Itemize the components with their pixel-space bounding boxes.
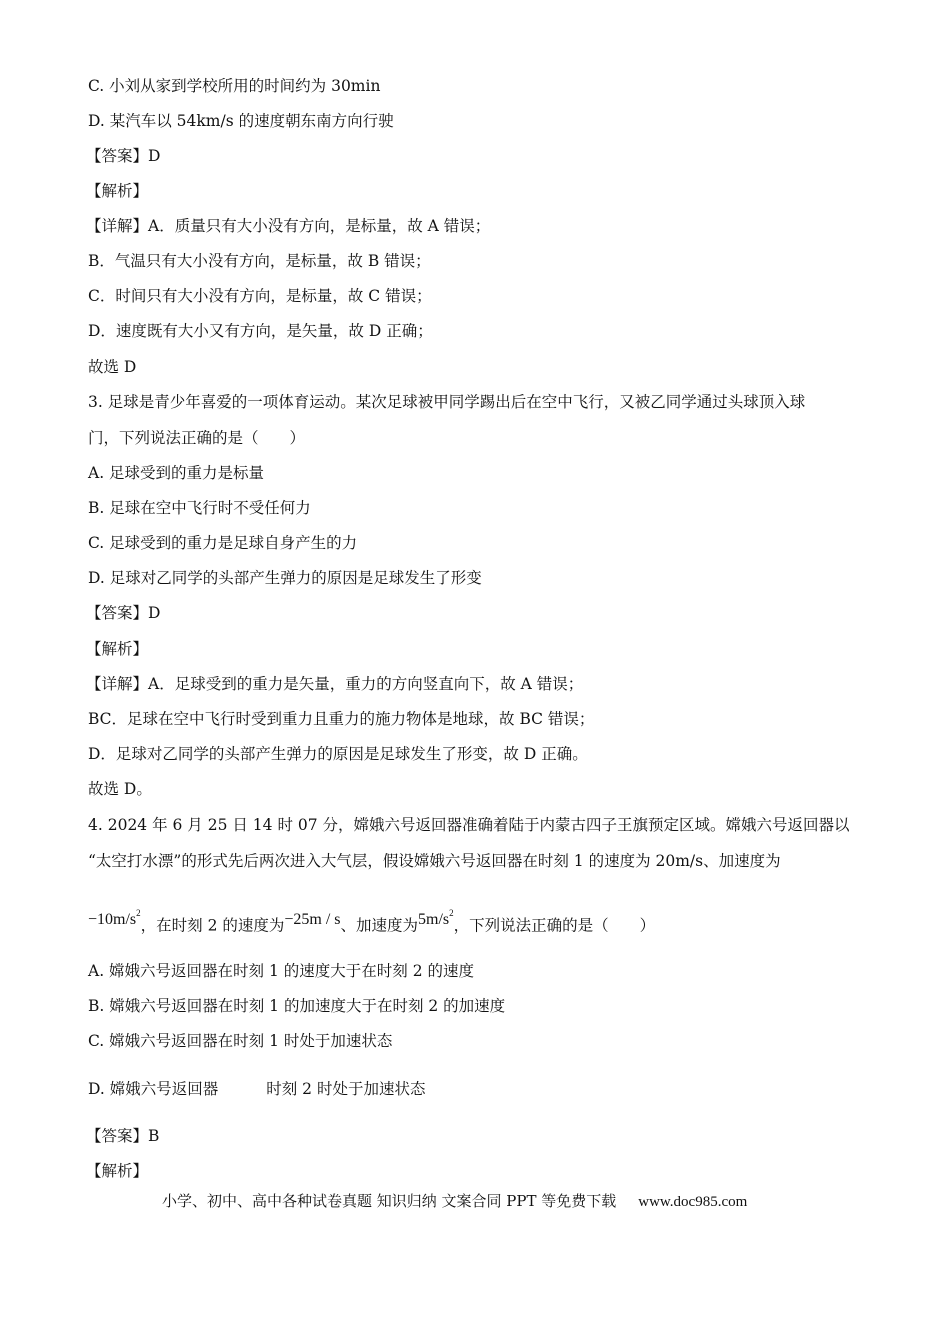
q4-option-b: B. 嫦娥六号返回器在时刻 1 的加速度大于在时刻 2 的加速度	[88, 997, 506, 1015]
q4-answer	[86, 1125, 159, 1147]
q3-detail-a	[86, 673, 583, 695]
answer-tag: 【答案】	[86, 147, 149, 165]
math-acceleration-1: $-10m/s^2$	[88, 908, 141, 929]
q4-option-a: A. 嫦娥六号返回器在时刻 1 的速度大于在时刻 2 的速度	[88, 962, 474, 980]
detail-tag: 【详解】	[86, 217, 149, 235]
q4-stem-line1: 4. 2024 年 6 月 25 日 14 时 07 分，嫦娥六号返回器准确着陆于内蒙古四子王旗预定区域。嫦娥六号返回器以	[88, 816, 850, 834]
q4-option-d	[88, 1078, 425, 1100]
q3-option-c: C. 足球受到的重力是足球自身产生的力	[88, 534, 358, 552]
q4-stem-line2: “太空打水漂”的形式先后两次进入大气层，假设嫦娥六号返回器在时刻 1 的速度为 20m/s、加速度为	[88, 852, 781, 870]
footer-url[interactable]: www.doc985.com	[638, 1194, 748, 1210]
math-acceleration-2: $5m/s^2$	[418, 908, 454, 929]
answer-tag: 【答案】	[86, 604, 149, 622]
q3-detail-bc: BC．足球在空中飞行时受到重力且重力的施力物体是地球，故 BC 错误；	[88, 710, 595, 728]
stem-text: ，在时刻 2 的速度为	[140, 916, 285, 935]
q2-analysis-tag: 【解析】	[86, 182, 149, 200]
q3-option-a: A. 足球受到的重力是标量	[88, 464, 265, 482]
answer-value: D	[148, 147, 161, 165]
option-text: D. 嫦娥六号返回器	[88, 1080, 219, 1098]
detail-text: A．足球受到的重力是矢量，重力的方向竖直向下，故 A 错误；	[148, 675, 584, 693]
q3-option-d: D. 足球对乙同学的头部产生弹力的原因是足球发生了形变	[88, 569, 482, 587]
q3-stem-line2: 门，下列说法正确的是（ ）	[88, 429, 306, 447]
stem-text: ，下列说法正确的是（ ）	[453, 916, 656, 935]
stem-text: 、加速度为	[340, 916, 419, 935]
answer-value: D	[148, 604, 161, 622]
answer-tag: 【答案】	[86, 1127, 149, 1145]
detail-text: A．质量只有大小没有方向，是标量，故 A 错误；	[148, 217, 491, 235]
q4-analysis-tag: 【解析】	[86, 1162, 149, 1180]
detail-tag: 【详解】	[86, 675, 149, 693]
footer-text: 小学、初中、高中各种试卷真题 知识归纳 文案合同 PPT 等免费下载	[162, 1192, 617, 1210]
q2-detail-c: C．时间只有大小没有方向，是标量，故 C 错误；	[88, 287, 432, 305]
q3-option-b: B. 足球在空中飞行时不受任何力	[88, 499, 311, 517]
page-footer	[162, 1190, 747, 1213]
answer-value: B	[148, 1127, 160, 1145]
option-text: 时刻 2 时处于加速状态	[266, 1080, 426, 1098]
q4-option-c: C. 嫦娥六号返回器在时刻 1 时处于加速状态	[88, 1032, 393, 1050]
q3-detail-d: D．足球对乙同学的头部产生弹力的原因是足球发生了形变，故 D 正确。	[88, 745, 588, 763]
math-velocity-2: −25m / s	[284, 911, 341, 929]
q2-answer	[86, 145, 160, 167]
q2-detail-a	[86, 215, 490, 237]
q2-option-c: C. 小刘从家到学校所用的时间约为 30min	[88, 77, 381, 95]
q2-conclusion: 故选 D	[88, 358, 137, 376]
q3-conclusion: 故选 D。	[88, 780, 152, 798]
q4-stem-line3	[88, 910, 655, 937]
q3-stem-line1: 3. 足球是青少年喜爱的一项体育运动。某次足球被甲同学踢出后在空中飞行，又被乙同学通过头球顶入球	[88, 393, 806, 411]
q3-analysis-tag: 【解析】	[86, 640, 149, 658]
q2-option-d: D. 某汽车以 54km/s 的速度朝东南方向行驶	[88, 112, 394, 130]
q3-answer	[86, 602, 160, 624]
q2-detail-b: B．气温只有大小没有方向，是标量，故 B 错误；	[88, 252, 431, 270]
q2-detail-d: D．速度既有大小又有方向，是矢量，故 D 正确；	[88, 322, 433, 340]
